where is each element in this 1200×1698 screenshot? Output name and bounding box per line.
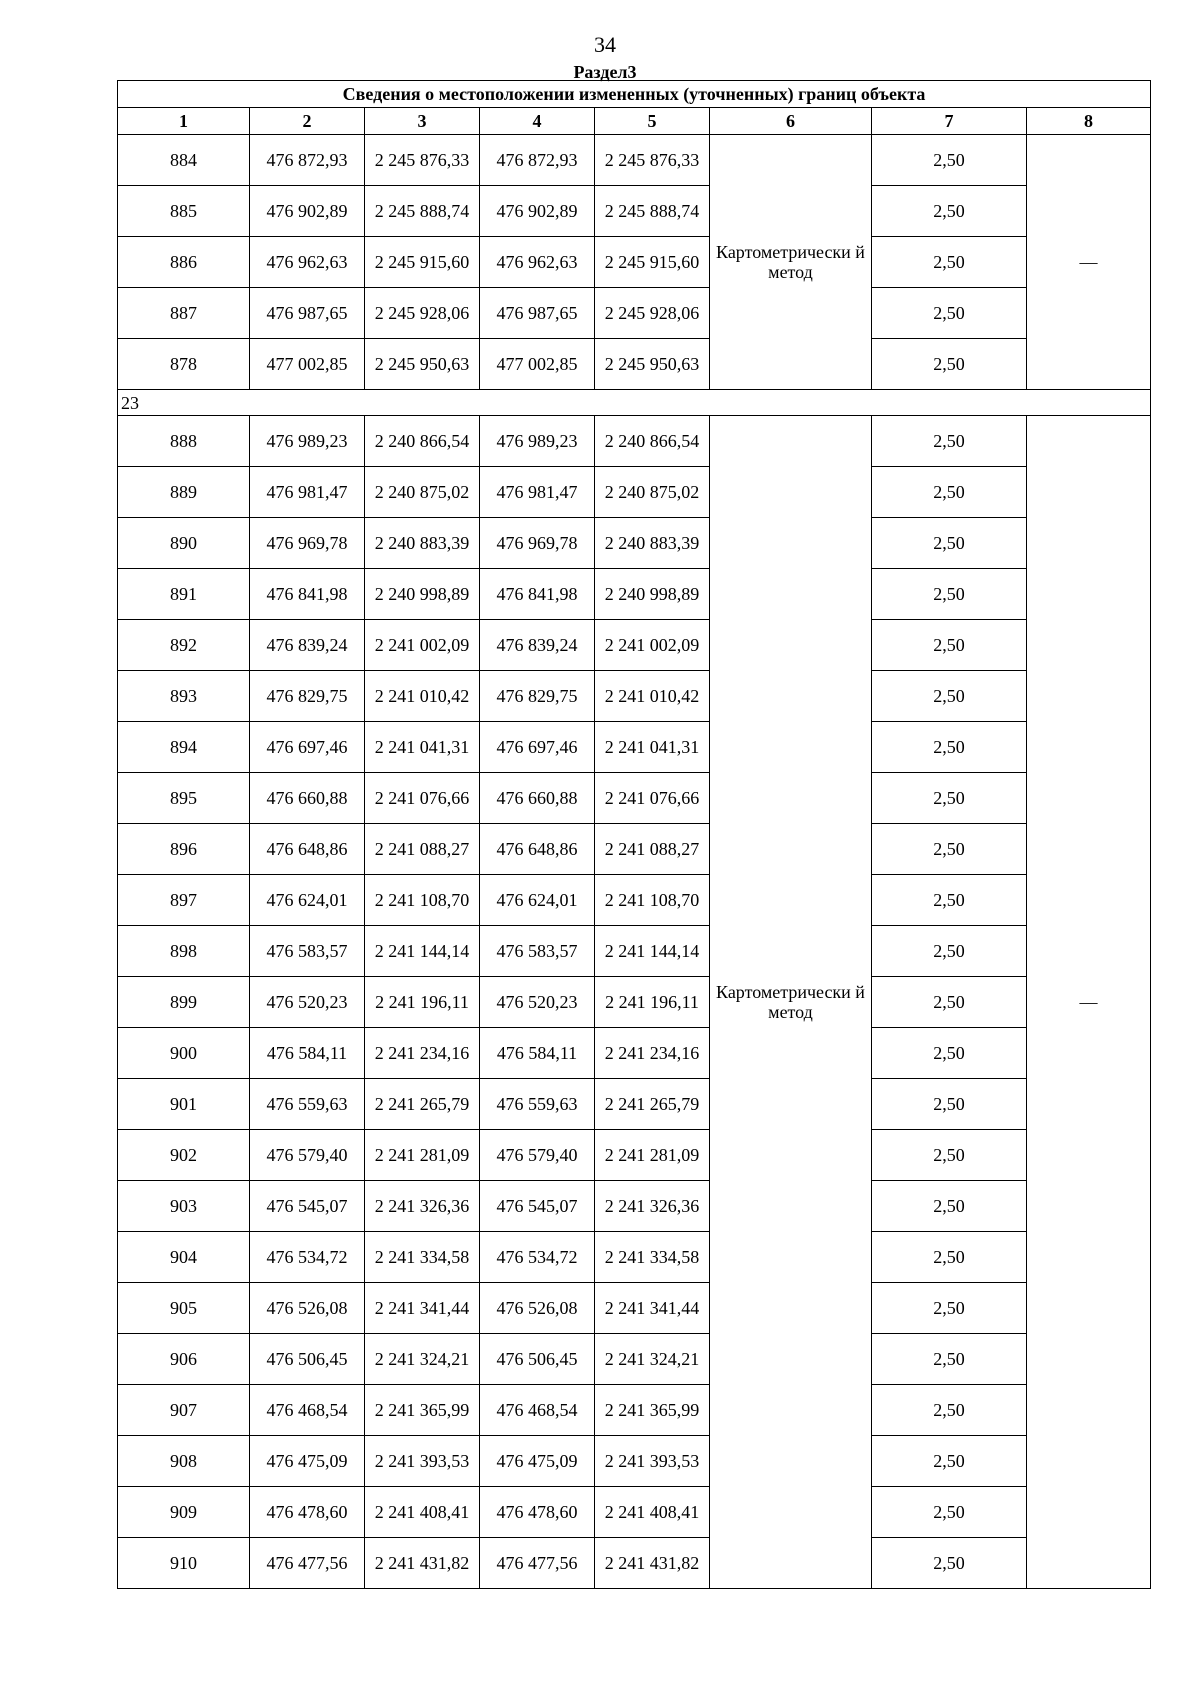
x-new-cell: 476 584,11: [480, 1028, 595, 1079]
table-row: [118, 518, 1151, 569]
x-old-cell: 476 989,23: [250, 416, 365, 467]
x-new-cell: 476 559,63: [480, 1079, 595, 1130]
x-old-cell: 476 584,11: [250, 1028, 365, 1079]
point-number-cell: 900: [118, 1028, 250, 1079]
precision-cell: 2,50: [872, 1538, 1027, 1589]
x-old-cell: 476 478,60: [250, 1487, 365, 1538]
table-row: [118, 467, 1151, 518]
x-new-cell: 476 579,40: [480, 1130, 595, 1181]
y-old-cell: 2 241 334,58: [365, 1232, 480, 1283]
y-old-cell: 2 245 876,33: [365, 135, 480, 186]
table-row: [118, 416, 1151, 467]
x-old-cell: 476 697,46: [250, 722, 365, 773]
y-old-cell: 2 240 883,39: [365, 518, 480, 569]
column-header: 3: [365, 108, 480, 135]
precision-cell: 2,50: [872, 518, 1027, 569]
point-number-cell: 910: [118, 1538, 250, 1589]
x-new-cell: 476 841,98: [480, 569, 595, 620]
y-new-cell: 2 241 108,70: [595, 875, 710, 926]
precision-cell: 2,50: [872, 1028, 1027, 1079]
y-new-cell: 2 241 334,58: [595, 1232, 710, 1283]
point-number-cell: 899: [118, 977, 250, 1028]
precision-cell: 2,50: [872, 824, 1027, 875]
table-row: [118, 1232, 1151, 1283]
y-new-cell: 2 241 144,14: [595, 926, 710, 977]
y-old-cell: 2 240 875,02: [365, 467, 480, 518]
point-number-cell: 906: [118, 1334, 250, 1385]
table-row: [118, 1181, 1151, 1232]
point-number-cell: 896: [118, 824, 250, 875]
x-old-cell: 476 829,75: [250, 671, 365, 722]
y-old-cell: 2 241 341,44: [365, 1283, 480, 1334]
precision-cell: 2,50: [872, 1283, 1027, 1334]
method-cell: Картометрически й метод: [710, 416, 872, 1589]
x-old-cell: 476 520,23: [250, 977, 365, 1028]
y-old-cell: 2 245 950,63: [365, 339, 480, 390]
y-new-cell: 2 245 876,33: [595, 135, 710, 186]
table-body: [118, 135, 1151, 1589]
precision-cell: 2,50: [872, 1130, 1027, 1181]
table-row: [118, 773, 1151, 824]
y-new-cell: 2 241 431,82: [595, 1538, 710, 1589]
precision-cell: 2,50: [872, 135, 1027, 186]
y-old-cell: 2 241 408,41: [365, 1487, 480, 1538]
y-new-cell: 2 240 866,54: [595, 416, 710, 467]
x-old-cell: 476 545,07: [250, 1181, 365, 1232]
point-number-cell: 898: [118, 926, 250, 977]
y-new-cell: 2 241 341,44: [595, 1283, 710, 1334]
x-new-cell: 476 526,08: [480, 1283, 595, 1334]
column-header: 7: [872, 108, 1027, 135]
table-row: [118, 186, 1151, 237]
x-old-cell: 476 839,24: [250, 620, 365, 671]
x-new-cell: 476 902,89: [480, 186, 595, 237]
y-new-cell: 2 241 088,27: [595, 824, 710, 875]
point-number-cell: 902: [118, 1130, 250, 1181]
table-row: [118, 1130, 1151, 1181]
y-new-cell: 2 241 365,99: [595, 1385, 710, 1436]
y-new-cell: 2 245 928,06: [595, 288, 710, 339]
x-old-cell: 476 583,57: [250, 926, 365, 977]
x-new-cell: 476 583,57: [480, 926, 595, 977]
table-row: [118, 237, 1151, 288]
precision-cell: 2,50: [872, 1436, 1027, 1487]
note-cell: —: [1027, 416, 1151, 1589]
point-number-cell: 891: [118, 569, 250, 620]
x-new-cell: 476 660,88: [480, 773, 595, 824]
y-old-cell: 2 241 234,16: [365, 1028, 480, 1079]
table-row: [118, 1079, 1151, 1130]
x-old-cell: 477 002,85: [250, 339, 365, 390]
x-old-cell: 476 477,56: [250, 1538, 365, 1589]
x-old-cell: 476 962,63: [250, 237, 365, 288]
table-row: [118, 569, 1151, 620]
y-new-cell: 2 241 393,53: [595, 1436, 710, 1487]
column-header: 4: [480, 108, 595, 135]
column-header-row: [118, 108, 1151, 135]
x-old-cell: 476 559,63: [250, 1079, 365, 1130]
x-new-cell: 476 981,47: [480, 467, 595, 518]
x-new-cell: 476 478,60: [480, 1487, 595, 1538]
column-header: 2: [250, 108, 365, 135]
point-number-cell: 890: [118, 518, 250, 569]
x-old-cell: 476 526,08: [250, 1283, 365, 1334]
point-number-cell: 905: [118, 1283, 250, 1334]
x-new-cell: 476 839,24: [480, 620, 595, 671]
x-new-cell: 476 989,23: [480, 416, 595, 467]
table-caption: Сведения о местоположении измененных (уточненных) границ объекта: [118, 81, 1151, 108]
y-new-cell: 2 241 281,09: [595, 1130, 710, 1181]
y-old-cell: 2 241 281,09: [365, 1130, 480, 1181]
x-new-cell: 476 520,23: [480, 977, 595, 1028]
column-header: 8: [1027, 108, 1151, 135]
method-cell: Картометрически й метод: [710, 135, 872, 390]
y-old-cell: 2 240 866,54: [365, 416, 480, 467]
precision-cell: 2,50: [872, 339, 1027, 390]
precision-cell: 2,50: [872, 875, 1027, 926]
precision-cell: 2,50: [872, 722, 1027, 773]
x-new-cell: 476 506,45: [480, 1334, 595, 1385]
point-number-cell: 894: [118, 722, 250, 773]
y-new-cell: 2 241 196,11: [595, 977, 710, 1028]
y-old-cell: 2 241 002,09: [365, 620, 480, 671]
table-row: [118, 671, 1151, 722]
precision-cell: 2,50: [872, 773, 1027, 824]
table-row: [118, 722, 1151, 773]
x-old-cell: 476 624,01: [250, 875, 365, 926]
y-old-cell: 2 241 144,14: [365, 926, 480, 977]
point-number-cell: 909: [118, 1487, 250, 1538]
point-number-cell: 887: [118, 288, 250, 339]
boundary-coordinates-table: [117, 80, 1151, 1589]
x-old-cell: 476 475,09: [250, 1436, 365, 1487]
point-number-cell: 908: [118, 1436, 250, 1487]
x-old-cell: 476 648,86: [250, 824, 365, 875]
y-old-cell: 2 241 041,31: [365, 722, 480, 773]
y-old-cell: 2 241 431,82: [365, 1538, 480, 1589]
table-row: [118, 620, 1151, 671]
y-new-cell: 2 241 265,79: [595, 1079, 710, 1130]
precision-cell: 2,50: [872, 569, 1027, 620]
y-old-cell: 2 241 088,27: [365, 824, 480, 875]
y-old-cell: 2 241 393,53: [365, 1436, 480, 1487]
column-header: 6: [710, 108, 872, 135]
y-new-cell: 2 245 950,63: [595, 339, 710, 390]
table-row: [118, 977, 1151, 1028]
point-number-cell: 901: [118, 1079, 250, 1130]
x-new-cell: 476 648,86: [480, 824, 595, 875]
table-row: [118, 1436, 1151, 1487]
y-new-cell: 2 241 326,36: [595, 1181, 710, 1232]
table-row: [118, 1028, 1151, 1079]
y-old-cell: 2 241 324,21: [365, 1334, 480, 1385]
precision-cell: 2,50: [872, 671, 1027, 722]
column-header: 1: [118, 108, 250, 135]
y-new-cell: 2 240 998,89: [595, 569, 710, 620]
y-new-cell: 2 240 875,02: [595, 467, 710, 518]
group-label: 23: [118, 390, 1151, 416]
point-number-cell: 895: [118, 773, 250, 824]
y-old-cell: 2 241 010,42: [365, 671, 480, 722]
page-number: 34: [594, 32, 616, 57]
precision-cell: 2,50: [872, 1232, 1027, 1283]
precision-cell: 2,50: [872, 1079, 1027, 1130]
y-old-cell: 2 245 928,06: [365, 288, 480, 339]
table-row: [118, 1538, 1151, 1589]
x-new-cell: 476 475,09: [480, 1436, 595, 1487]
y-old-cell: 2 241 265,79: [365, 1079, 480, 1130]
precision-cell: 2,50: [872, 288, 1027, 339]
point-number-cell: 888: [118, 416, 250, 467]
precision-cell: 2,50: [872, 1385, 1027, 1436]
y-old-cell: 2 241 365,99: [365, 1385, 480, 1436]
y-old-cell: 2 241 196,11: [365, 977, 480, 1028]
y-old-cell: 2 245 915,60: [365, 237, 480, 288]
x-new-cell: 476 477,56: [480, 1538, 595, 1589]
precision-cell: 2,50: [872, 620, 1027, 671]
y-new-cell: 2 240 883,39: [595, 518, 710, 569]
y-new-cell: 2 241 076,66: [595, 773, 710, 824]
x-new-cell: 476 987,65: [480, 288, 595, 339]
precision-cell: 2,50: [872, 1181, 1027, 1232]
y-old-cell: 2 241 076,66: [365, 773, 480, 824]
y-new-cell: 2 241 041,31: [595, 722, 710, 773]
y-new-cell: 2 241 002,09: [595, 620, 710, 671]
y-old-cell: 2 241 326,36: [365, 1181, 480, 1232]
precision-cell: 2,50: [872, 416, 1027, 467]
group-label-row: [118, 390, 1151, 416]
x-old-cell: 476 969,78: [250, 518, 365, 569]
precision-cell: 2,50: [872, 237, 1027, 288]
table-row: [118, 875, 1151, 926]
x-new-cell: 476 534,72: [480, 1232, 595, 1283]
x-old-cell: 476 534,72: [250, 1232, 365, 1283]
table-row: [118, 1487, 1151, 1538]
y-new-cell: 2 241 234,16: [595, 1028, 710, 1079]
x-new-cell: 476 969,78: [480, 518, 595, 569]
point-number-cell: 893: [118, 671, 250, 722]
x-old-cell: 476 981,47: [250, 467, 365, 518]
y-new-cell: 2 241 010,42: [595, 671, 710, 722]
x-old-cell: 476 468,54: [250, 1385, 365, 1436]
point-number-cell: 892: [118, 620, 250, 671]
x-old-cell: 476 579,40: [250, 1130, 365, 1181]
y-old-cell: 2 245 888,74: [365, 186, 480, 237]
precision-cell: 2,50: [872, 186, 1027, 237]
y-old-cell: 2 240 998,89: [365, 569, 480, 620]
table-row: [118, 824, 1151, 875]
x-old-cell: 476 902,89: [250, 186, 365, 237]
y-new-cell: 2 245 915,60: [595, 237, 710, 288]
x-new-cell: 476 468,54: [480, 1385, 595, 1436]
precision-cell: 2,50: [872, 926, 1027, 977]
x-old-cell: 476 841,98: [250, 569, 365, 620]
note-cell: —: [1027, 135, 1151, 390]
x-old-cell: 476 506,45: [250, 1334, 365, 1385]
precision-cell: 2,50: [872, 1334, 1027, 1385]
x-new-cell: 477 002,85: [480, 339, 595, 390]
section-title: Раздел3: [573, 62, 637, 82]
point-number-cell: 885: [118, 186, 250, 237]
table-row: [118, 926, 1151, 977]
y-new-cell: 2 245 888,74: [595, 186, 710, 237]
y-new-cell: 2 241 324,21: [595, 1334, 710, 1385]
precision-cell: 2,50: [872, 1487, 1027, 1538]
point-number-cell: 884: [118, 135, 250, 186]
y-old-cell: 2 241 108,70: [365, 875, 480, 926]
table-row: [118, 1385, 1151, 1436]
point-number-cell: 886: [118, 237, 250, 288]
x-old-cell: 476 660,88: [250, 773, 365, 824]
y-new-cell: 2 241 408,41: [595, 1487, 710, 1538]
x-new-cell: 476 624,01: [480, 875, 595, 926]
x-old-cell: 476 987,65: [250, 288, 365, 339]
x-old-cell: 476 872,93: [250, 135, 365, 186]
x-new-cell: 476 872,93: [480, 135, 595, 186]
table-row: [118, 1334, 1151, 1385]
precision-cell: 2,50: [872, 467, 1027, 518]
table-row: [118, 288, 1151, 339]
point-number-cell: 903: [118, 1181, 250, 1232]
point-number-cell: 897: [118, 875, 250, 926]
table-row: [118, 339, 1151, 390]
point-number-cell: 889: [118, 467, 250, 518]
x-new-cell: 476 697,46: [480, 722, 595, 773]
table-row: [118, 135, 1151, 186]
column-header: 5: [595, 108, 710, 135]
point-number-cell: 904: [118, 1232, 250, 1283]
point-number-cell: 878: [118, 339, 250, 390]
x-new-cell: 476 545,07: [480, 1181, 595, 1232]
table-row: [118, 1283, 1151, 1334]
point-number-cell: 907: [118, 1385, 250, 1436]
x-new-cell: 476 829,75: [480, 671, 595, 722]
precision-cell: 2,50: [872, 977, 1027, 1028]
x-new-cell: 476 962,63: [480, 237, 595, 288]
